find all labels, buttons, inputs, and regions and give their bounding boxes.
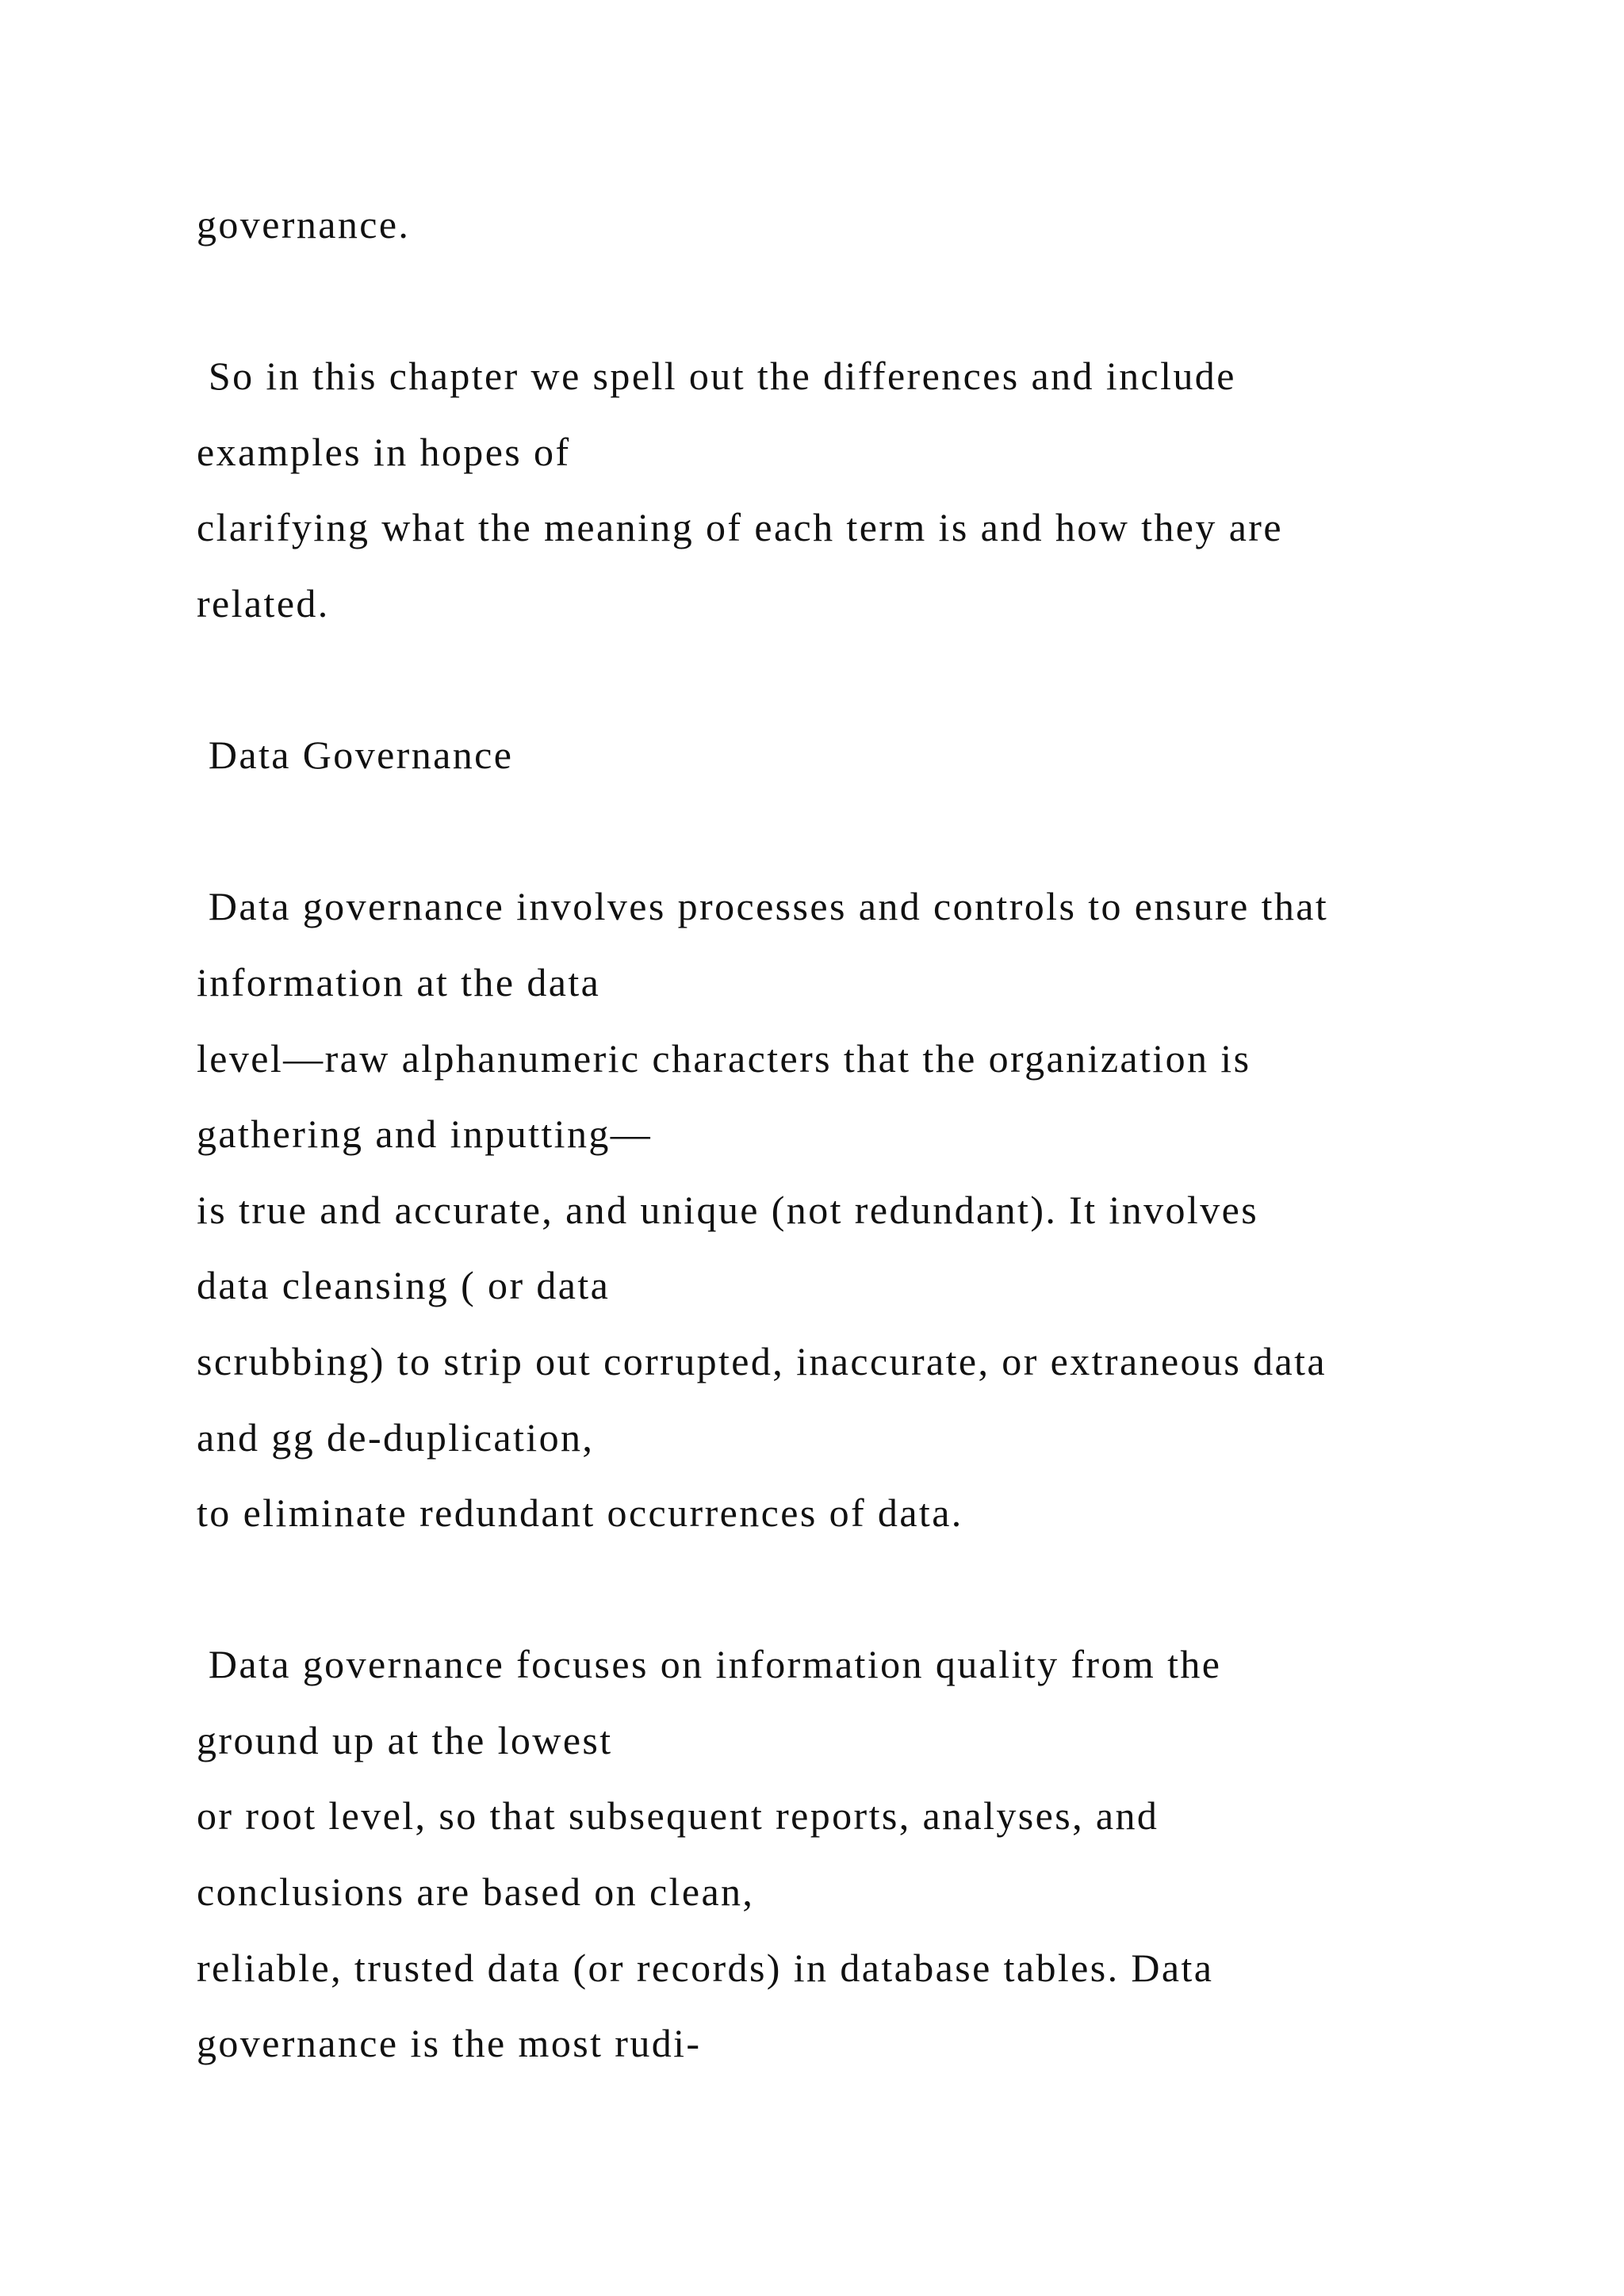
text-line: governance is the most rudi- <box>197 2021 702 2066</box>
text-line: So in this chapter we spell out the differences and include <box>197 354 1236 399</box>
text-line: or root level, so that subsequent reports, analyses, and <box>197 1793 1159 1839</box>
blank-line <box>197 1552 1545 1628</box>
text-line: is true and accurate, and unique (not redundant). It involves <box>197 1187 1259 1232</box>
text-line: and gg de-duplication, <box>197 1414 595 1460</box>
text-line: examples in hopes of <box>197 429 571 474</box>
text-line: conclusions are based on clean, <box>197 1869 755 1915</box>
text-line: ground up at the lowest <box>197 1717 613 1762</box>
text-line: scrubbing) to strip out corrupted, inaccurate, or extraneous data <box>197 1338 1327 1383</box>
document-body <box>197 187 1545 2082</box>
section-heading: Data Governance <box>197 733 514 778</box>
text-line: data cleansing ( or data <box>197 1263 611 1308</box>
blank-line <box>197 263 1545 339</box>
text-line: gathering and inputting— <box>197 1112 653 1157</box>
text-line: level—raw alphanumeric characters that the organization is <box>197 1035 1251 1081</box>
text-line: related. <box>197 580 330 626</box>
text-line: to eliminate redundant occurrences of data. <box>197 1490 963 1536</box>
text-line: Data governance involves processes and controls to ensure that <box>197 884 1329 929</box>
blank-line <box>197 794 1545 870</box>
text-line: information at the data <box>197 959 601 1004</box>
text-line: Data governance focuses on information quality from the <box>197 1642 1222 1687</box>
text-line: governance. <box>197 202 411 247</box>
text-line: clarifying what the meaning of each term is and how they are <box>197 505 1283 550</box>
blank-line <box>197 642 1545 718</box>
text-line: reliable, trusted data (or records) in database tables. Data <box>197 1945 1214 1990</box>
